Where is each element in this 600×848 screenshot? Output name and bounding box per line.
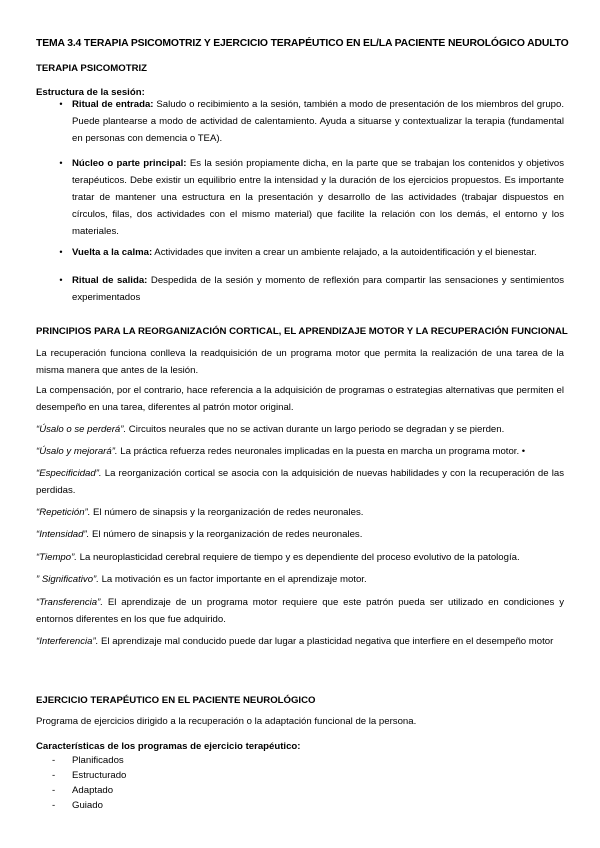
bullet-icon: •	[59, 158, 63, 168]
dash-icon: -	[52, 800, 56, 811]
item-text: Es la sesión propiamente dicha, en la parte que se trabajan los contenidos y objetivos terapéuticos. Debe existir un equilibrio entre la intensidad y la duración de los ejercicios propuestos. Es importante tratar de mantener una estructura en la presentación y desarrollo de las actividades (trabajar dispuestos en círculos, filas, dos actividades con el mismo material) que facilite la relación con los demás, el entorno y los materiales.	[72, 158, 565, 237]
principle-term: “Intensidad”.	[36, 529, 90, 540]
principle-text: La práctica refuerza redes neuronales implicadas en la puesta en marcha un programa motor. •	[117, 446, 526, 457]
principle-text: Circuitos neurales que no se activan durante un largo periodo se degradan y se pierden.	[126, 424, 505, 435]
item-text: Saludo o recibimiento a la sesión, también a modo de presentación de los miembros del grupo. Puede plantearse a modo de actividad de calentamiento. Ayuda a situarse y contextualizar la terapia (fundamental en personas con demencia o TEA).	[72, 99, 564, 144]
item-label: Vuelta a la calma:	[72, 247, 153, 258]
dash-icon: -	[52, 785, 56, 796]
principle-text: El número de sinapsis y la reorganización de redes neuronales.	[90, 507, 364, 518]
principle-significativo	[36, 571, 564, 588]
principle-text: La neuroplasticidad cerebral requiere de tiempo y es dependiente del proceso evolutivo de la patología.	[76, 552, 520, 563]
principle-usalo-perdera	[36, 421, 564, 438]
principle-term: “Repetición”.	[36, 507, 91, 518]
principle-interferencia	[36, 633, 564, 650]
principle-repeticion	[36, 504, 564, 521]
principle-text: La reorganización cortical se asocia con la adquisición de nuevas habilidades y con la recuperación de las perdidas.	[36, 468, 564, 496]
list-item-nucleo	[52, 155, 564, 240]
item-label: Núcleo o parte principal:	[72, 158, 187, 169]
principle-tiempo	[36, 549, 564, 566]
list-item-planificados: - Planificados	[52, 752, 124, 769]
list-item-vuelta-calma	[52, 244, 564, 261]
dash-icon: -	[52, 770, 56, 781]
document-title: TEMA 3.4 TERAPIA PSICOMOTRIZ Y EJERCICIO TERAPÉUTICO EN EL/LA PACIENTE NEUROLÓGICO ADULTO	[36, 38, 569, 49]
principle-term: “Tiempo”.	[36, 552, 77, 563]
item-label: Ritual de entrada:	[72, 99, 154, 110]
section-heading-ejercicio: EJERCICIO TERAPÉUTICO EN EL PACIENTE NEUROLÓGICO	[36, 695, 316, 706]
list-item-ritual-entrada	[52, 96, 564, 147]
list-item-adaptado: - Adaptado	[52, 782, 113, 799]
principle-usalo-mejorara	[36, 443, 564, 460]
principle-transferencia	[36, 594, 564, 628]
principle-term: “Interferencia”.	[36, 636, 99, 647]
principle-term: “Úsalo o se perderá”.	[36, 424, 127, 435]
list-item-guiado: - Guiado	[52, 797, 103, 814]
section-heading-terapia-psicomotriz: TERAPIA PSICOMOTRIZ	[36, 63, 148, 74]
bullet-icon: •	[59, 275, 63, 285]
principle-term: “Úsalo y mejorará”.	[36, 446, 118, 457]
principle-text: La motivación es un factor importante en el aprendizaje motor.	[98, 574, 367, 585]
principle-text: El número de sinapsis y la reorganización de redes neuronales.	[89, 529, 363, 540]
bullet-icon: •	[59, 247, 63, 257]
list-item-estructurado: - Estructurado	[52, 767, 126, 784]
paragraph-recuperacion: La recuperación funciona conlleva la readquisición de un programa motor que permita la realización de una tarea de la misma manera que antes de la lesión.	[36, 348, 564, 376]
principle-term: “Transferencia”.	[36, 597, 103, 608]
item-text: Despedida de la sesión y momento de reflexión para compartir las sensaciones y sentimientos experimentados	[72, 275, 564, 303]
principle-text: El aprendizaje de un programa motor requiere que este patrón pueda ser utilizado en condiciones y entornos diferentes en los que fue adquirido.	[36, 597, 564, 625]
paragraph-programa: Programa de ejercicios dirigido a la recuperación o la adaptación funcional de la persona.	[36, 716, 417, 727]
item-label: Ritual de salida:	[72, 275, 148, 286]
subheading-caracteristicas: Características de los programas de ejercicio terapéutico:	[36, 741, 301, 752]
principle-especificidad	[36, 465, 564, 499]
subheading-estructura-sesion: Estructura de la sesión:	[36, 87, 145, 98]
paragraph-compensacion: La compensación, por el contrario, hace referencia a la adquisición de programas o estrategias alternativas que permiten el desempeño en una tarea, diferentes al patrón motor original.	[36, 385, 564, 413]
principle-term: “Especificidad”.	[36, 468, 102, 479]
principle-term: ” Significativo”.	[36, 574, 99, 585]
bullet-icon: •	[59, 99, 63, 109]
principle-text: El aprendizaje mal conducido puede dar lugar a plasticidad negativa que interfiere en el desempeño motor	[98, 636, 554, 647]
dash-icon: -	[52, 755, 56, 766]
principle-intensidad	[36, 526, 564, 543]
list-item-ritual-salida	[52, 272, 564, 306]
item-text: Actividades que inviten a crear un ambiente relajado, a la autoidentificación y el bienestar.	[152, 247, 537, 258]
section-heading-principios: PRINCIPIOS PARA LA REORGANIZACIÓN CORTICAL, EL APRENDIZAJE MOTOR Y LA RECUPERACIÓN FUNCIONAL	[36, 326, 568, 337]
